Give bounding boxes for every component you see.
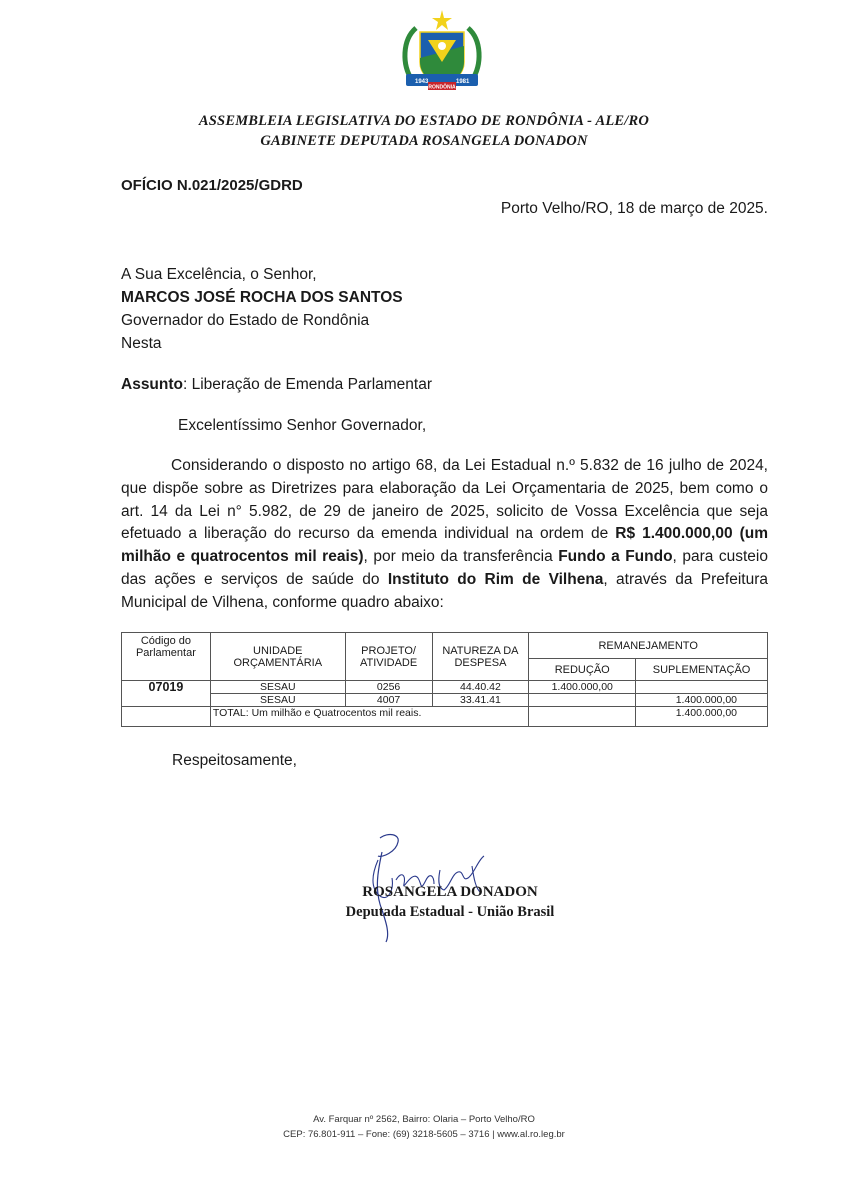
footer-contact: CEP: 76.801-911 – Fone: (69) 3218-5605 – 3716 | www.al.ro.leg.br [283, 1129, 565, 1140]
row1-reducao: 1.400.000,00 [529, 681, 636, 694]
row1-unidade: SESAU [210, 681, 345, 694]
header-codigo: Código do Parlamentar [122, 633, 211, 681]
row1-suplementacao [636, 681, 768, 694]
closing: Respeitosamente, [172, 752, 297, 769]
office-name: GABINETE DEPUTADA ROSANGELA DONADON [260, 133, 588, 149]
document-number: OFÍCIO N.021/2025/GDRD [121, 177, 303, 194]
institution-name: ASSEMBLEIA LEGISLATIVA DO ESTADO DE RONDÔNIA - ALE/RO [198, 113, 650, 129]
body-text-3: , para custeio das ações e serviços de saúde do [121, 548, 768, 588]
total-empty-cell [122, 707, 211, 727]
header-suplementacao: SUPLEMENTAÇÃO [636, 659, 768, 681]
row2-suplementacao: 1.400.000,00 [636, 694, 768, 707]
header-remanejamento: REMANEJAMENTO [529, 633, 768, 659]
subject-line [121, 376, 432, 394]
total-label: TOTAL: Um milhão e Quatrocentos mil reais. [210, 707, 528, 727]
signatory-role: Deputada Estadual - União Brasil [345, 904, 555, 920]
crest-year-left: 1943 [415, 79, 429, 85]
addressee-place: Nesta [121, 335, 162, 352]
row2-reducao [529, 694, 636, 707]
beneficiary: Instituto do Rim de Vilhena [387, 570, 604, 588]
subject-label: Assunto [121, 376, 183, 393]
row2-unidade: SESAU [210, 694, 345, 707]
total-reducao-empty [529, 707, 636, 727]
transfer-type: Fundo a Fundo [558, 548, 673, 566]
addressee-salutation: A Sua Excelência, o Senhor, [121, 266, 317, 283]
budget-table [121, 632, 768, 727]
header-natureza: NATUREZA DA DESPESA [432, 633, 529, 681]
body-text-1: Considerando o disposto no artigo 68, da Lei Estadual n.º 5.832 de 16 julho de 2024, que dispõe sobre as Diretrizes para elaboração da Lei Orçamentaria de 2025, bem como o art. 14 da Lei n° 5.982, de 29 de janeiro de 2025, solicito de Vossa Excelência que seja efetuado a liberação do recurso da emenda individual na ordem de [121, 457, 768, 543]
crest-year-right: 1981 [456, 79, 470, 85]
greeting: Excelentíssimo Senhor Governador, [178, 417, 427, 434]
parliamentarian-code: 07019 [122, 681, 211, 707]
subject-text: : Liberação de Emenda Parlamentar [183, 376, 433, 393]
header-reducao: REDUÇÃO [529, 659, 636, 681]
amount: R$ 1.400.000,00 (um milhão e quatrocentos mil reais) [121, 525, 769, 566]
row2-natureza: 33.41.41 [432, 694, 529, 707]
body-paragraph [121, 455, 768, 615]
header-projeto: PROJETO/ ATIVIDADE [345, 633, 432, 681]
crest-ribbon-text: RONDÔNIA [428, 84, 456, 91]
row1-projeto: 0256 [345, 681, 432, 694]
document-date: Porto Velho/RO, 18 de março de 2025. [500, 200, 768, 217]
total-value: 1.400.000,00 [636, 707, 768, 727]
addressee-name: MARCOS JOSÉ ROCHA DOS SANTOS [121, 289, 403, 306]
row2-projeto: 4007 [345, 694, 432, 707]
signatory-name: ROSANGELA DONADON [362, 884, 538, 900]
addressee-title: Governador do Estado de Rondônia [121, 312, 370, 329]
footer-address: Av. Farquar nº 2562, Bairro: Olaria – Porto Velho/RO [313, 1114, 535, 1125]
row1-natureza: 44.40.42 [432, 681, 529, 694]
header-unidade: UNIDADE ORÇAMENTÁRIA [210, 633, 345, 681]
body-text-2: , por meio da transferência [363, 548, 559, 566]
body-text-4: , através da Prefeitura Municipal de Vilhena, conforme quadro abaixo: [121, 570, 768, 611]
rondonia-coat-of-arms [398, 10, 486, 96]
